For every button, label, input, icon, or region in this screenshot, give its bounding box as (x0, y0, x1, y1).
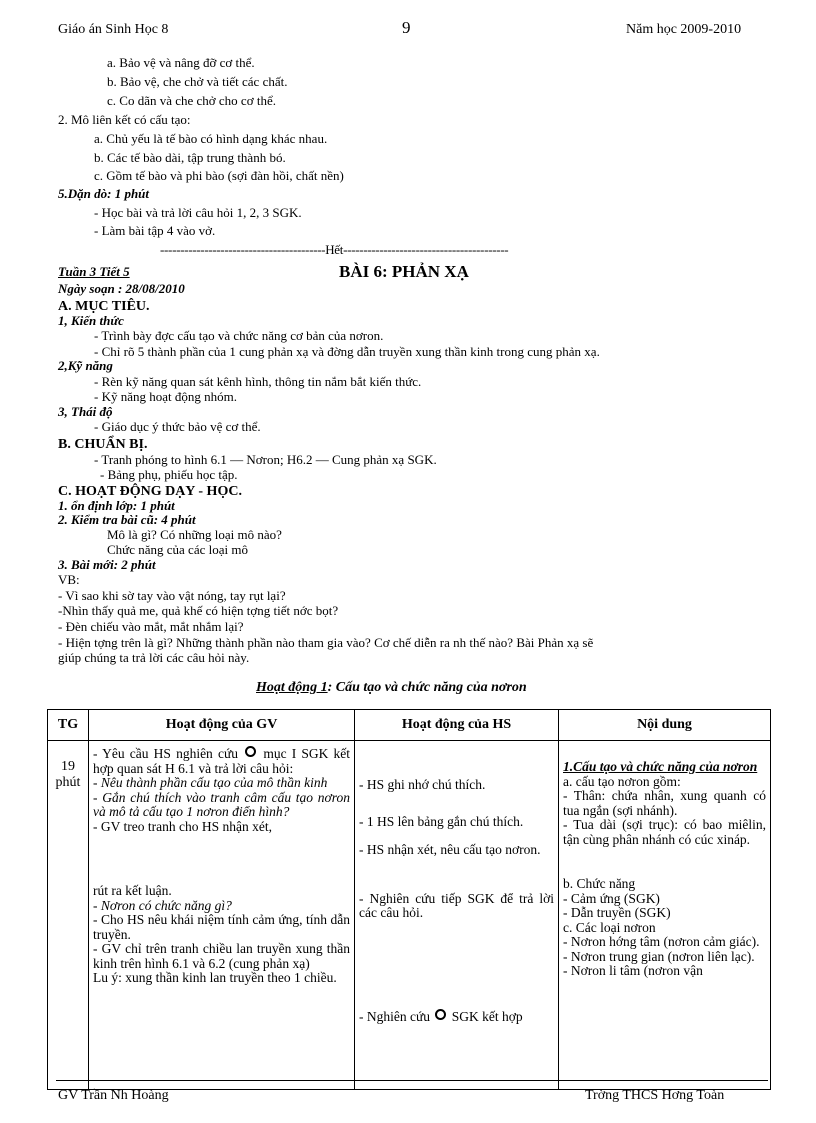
nd-cell (559, 741, 771, 1090)
text-line: - Chỉ rõ 5 thành phần của 1 cung phản xạ và đờng dẫn truyền xung thần kinh trong cung phản xạ. (94, 344, 600, 359)
activity-label: Hoạt động 1 (256, 680, 328, 695)
nd-text: - Cảm ứng (SGK) (563, 890, 660, 906)
list-item: - Làm bài tập 4 vào vở. (94, 223, 216, 238)
text-line: - Kỹ năng hoạt động nhóm. (94, 389, 237, 404)
circle-icon (435, 1009, 446, 1020)
list-item: - Học bài và trả lời câu hỏi 1, 2, 3 SGK. (94, 205, 302, 220)
list-item: c. Co dãn và che chở cho cơ thể. (107, 93, 276, 108)
gv-text: rút ra kết luận. (93, 883, 172, 898)
subheading-c2: 2. Kiểm tra bài cũ: 4 phút (58, 512, 196, 527)
section-b-title: B. CHUẨN BỊ. (58, 437, 148, 452)
text-line: -Nhìn thấy quả me, quả khế có hiện tợng tiết nớc bọt? (58, 603, 339, 618)
text-line: - Hiện tợng trên là gì? Những thành phần nào tham gia vào? Cơ chế diễn ra nh thế nào? Bài Phản xạ sẽ (58, 635, 594, 650)
list-item: c. Gồm tế bào và phi bào (sợi đàn hồi, chất nền) (94, 168, 344, 183)
hs-text: - 1 HS lên bảng gắn chú thích. (359, 813, 524, 829)
list-item: a. Bảo vệ và nâng đỡ cơ thể. (107, 55, 255, 70)
nd-text: - Tua dài (sợi trục): có bao miêlin, tận cùng phân nhánh có cúc xináp. (563, 817, 766, 847)
nd-text: - Dẫn truyền (SGK) (563, 905, 671, 920)
text-line: - Vì sao khi sờ tay vào vật nóng, tay rụt lại? (58, 588, 286, 603)
text-line: - Trình bày đợc cấu tạo và chức năng cơ bản của nơron. (94, 328, 384, 343)
text-line: - Rèn kỹ năng quan sát kênh hình, thông tin nắm bắt kiến thức. (94, 374, 422, 389)
hs-text: - Nghiên cứu tiếp SGK để trả lời các câu hỏi. (359, 890, 554, 920)
header-gv: Hoạt động của GV (89, 710, 355, 741)
tg-unit: phút (55, 775, 81, 790)
list-item: 2. Mô liên kết có cấu tạo: (58, 112, 191, 127)
lesson-title: BÀI 6: PHẢN XẠ (339, 262, 469, 281)
text-line: Chức năng của các loại mô (107, 542, 248, 557)
text-line: - Đèn chiếu vào mắt, mắt nhắm lại? (58, 619, 244, 634)
header-hs: Hoạt động của HS (355, 710, 559, 741)
list-item: a. Chủ yếu là tế bào có hình dạng khác nhau. (94, 131, 328, 146)
hs-text: SGK kết hợp (451, 1008, 523, 1024)
section-a-title: A. MỤC TIÊU. (58, 299, 150, 314)
gv-text: - Nêu thành phần cấu tạo của mô thần kinh (93, 775, 328, 790)
footer-rule (56, 1080, 768, 1081)
table-header-row (48, 710, 771, 741)
footer-right: Trờng THCS Hơng Toàn (585, 1088, 725, 1103)
nd-text: - Nơron trung gian (nơron liên lạc). (563, 948, 755, 964)
text-line: VB: (58, 572, 80, 587)
lesson-week: Tuần 3 Tiết 5 (58, 264, 130, 279)
text-line: Mô là gì? Có những loại mô nào? (107, 527, 282, 542)
circle-icon (245, 746, 256, 757)
header-left: Giáo án Sinh Học 8 (58, 22, 169, 37)
lesson-date: Ngày soạn : 28/08/2010 (58, 281, 185, 296)
hs-text: - HS nhận xét, nêu cấu tạo nơron. (359, 842, 541, 857)
tg-value: 19 (61, 759, 75, 774)
nd-text: - Thân: chứa nhân, xung quanh có tua ngắn (sợi nhánh). (563, 788, 766, 818)
gv-text: - Gắn chú thích vào tranh câm cấu tạo nơron và mô tả cấu tạo 1 nơron điển hình? (93, 789, 350, 819)
nd-heading: 1.Cấu tạo và chức năng của nơron (563, 759, 758, 774)
table-row (48, 741, 771, 1090)
subheading-c3: 3. Bài mới: 2 phút (58, 557, 156, 572)
tg-cell (48, 741, 89, 1090)
subheading-thaido: 3, Thái độ (58, 404, 113, 419)
nd-text: a. cấu tạo nơron gồm: (563, 773, 681, 789)
hs-text: - Nghiên cứu (359, 1008, 431, 1024)
nd-text: - Nơron li tâm (nơron vận (563, 963, 703, 978)
footer-left: GV Trần Nh Hoàng (58, 1088, 169, 1103)
gv-text: - Cho HS nêu khái niệm tính cảm ứng, tính dẫn truyền. (93, 912, 350, 942)
page-number: 9 (402, 18, 411, 37)
hs-text: - HS ghi nhớ chú thích. (359, 777, 486, 792)
header-right: Năm học 2009-2010 (626, 22, 742, 37)
activity-heading (256, 680, 527, 695)
nd-text: c. Các loại nơron (563, 919, 656, 935)
nd-text: b. Chức năng (563, 876, 636, 891)
text-line: - Giáo dục ý thức bảo vệ cơ thể. (94, 419, 261, 434)
text-line: - Tranh phóng to hình 6.1 — Nơron; H6.2 — Cung phản xạ SGK. (94, 452, 437, 467)
gv-text: mục I SGK kết hợp quan sát H 6.1 và trả lời câu hỏi: (93, 746, 351, 776)
activity-table (47, 709, 771, 1090)
activity-title: : Cấu tạo và chức năng của nơron (327, 680, 527, 695)
text-line: - Bảng phụ, phiếu học tập. (100, 467, 238, 482)
gv-text: - Yêu cầu HS nghiên cứu (93, 746, 239, 761)
subheading-c1: 1. ổn định lớp: 1 phút (58, 498, 175, 513)
header-tg: TG (48, 710, 89, 741)
nd-text: - Nơron hớng tâm (nơron cảm giác). (563, 934, 760, 949)
subheading-kienthuc: 1, Kiến thức (58, 313, 124, 328)
end-divider: -----------------------------------------Hết----------------------------------------- (160, 242, 509, 257)
hs-cell (355, 741, 559, 1090)
subheading-kynang: 2,Kỹ năng (58, 358, 113, 373)
gv-text: - GV chỉ trên tranh chiều lan truyền xung thần kinh trên hình 6.1 và 6.2 (cung phản xạ) (93, 941, 350, 971)
gv-text: - Nơron có chức năng gì? (93, 897, 232, 913)
text-line: giúp chúng ta trả lời các câu hỏi này. (58, 650, 250, 665)
header-nd: Nội dung (559, 710, 771, 741)
section-heading: 5.Dặn dò: 1 phút (58, 186, 150, 201)
gv-text: - GV treo tranh cho HS nhận xét, (93, 818, 272, 834)
section-c-title: C. HOẠT ĐỘNG DẠY - HỌC. (58, 484, 242, 499)
list-item: b. Bảo vệ, che chở và tiết các chất. (107, 74, 288, 89)
gv-cell (89, 741, 355, 1090)
list-item: b. Các tế bào dài, tập trung thành bó. (94, 150, 286, 165)
gv-text: Lu ý: xung thần kinh lan truyền theo 1 chiều. (93, 970, 337, 985)
